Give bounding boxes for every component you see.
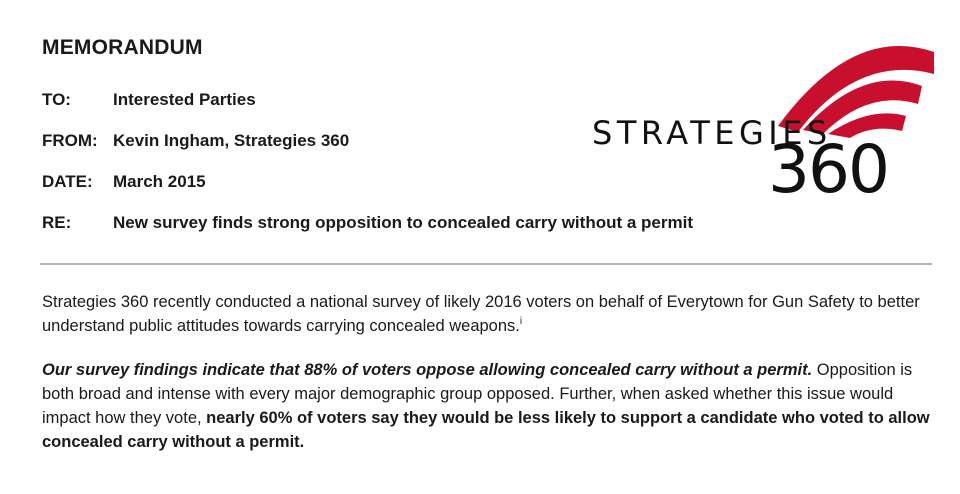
header-divider: [40, 263, 932, 265]
header-value-to: Interested Parties: [113, 90, 256, 109]
header-label-from: FROM:: [42, 131, 98, 150]
paragraph-intro: [42, 290, 942, 338]
header-value-from: Kevin Ingham, Strategies 360: [113, 131, 350, 150]
findings-highlight: nearly 60% of voters say they would be less likely to support a candidate who voted to allow concealed carry without a permit.: [42, 409, 930, 451]
paragraph-intro-text: Strategies 360 recently conducted a national survey of likely 2016 voters on behalf of Everytown for Gun Safety to better understand public attitudes towards carrying concealed weapons.: [42, 293, 920, 335]
logo-word: STRATEGIES: [592, 114, 832, 152]
strategies-360-logo: [588, 34, 934, 196]
findings-text: Opposition is both broad and intense with every major demographic group opposed. Further, when asked whether this issue would impact how they vote,: [42, 361, 913, 427]
findings-lead: Our survey findings indicate that 88% of voters oppose allowing concealed carry without a permit.: [42, 361, 813, 379]
header-label-to: TO:: [42, 90, 71, 109]
memo-title: MEMORANDUM: [42, 36, 203, 59]
logo-number: 360: [768, 131, 888, 196]
paragraph-findings: [42, 358, 942, 454]
header-label-date: DATE:: [42, 172, 93, 191]
footnote-marker: i: [519, 316, 523, 327]
header-label-re: RE:: [42, 213, 72, 232]
header-value-date: March 2015: [113, 172, 206, 191]
header-value-re: New survey finds strong opposition to concealed carry without a permit: [113, 213, 693, 232]
